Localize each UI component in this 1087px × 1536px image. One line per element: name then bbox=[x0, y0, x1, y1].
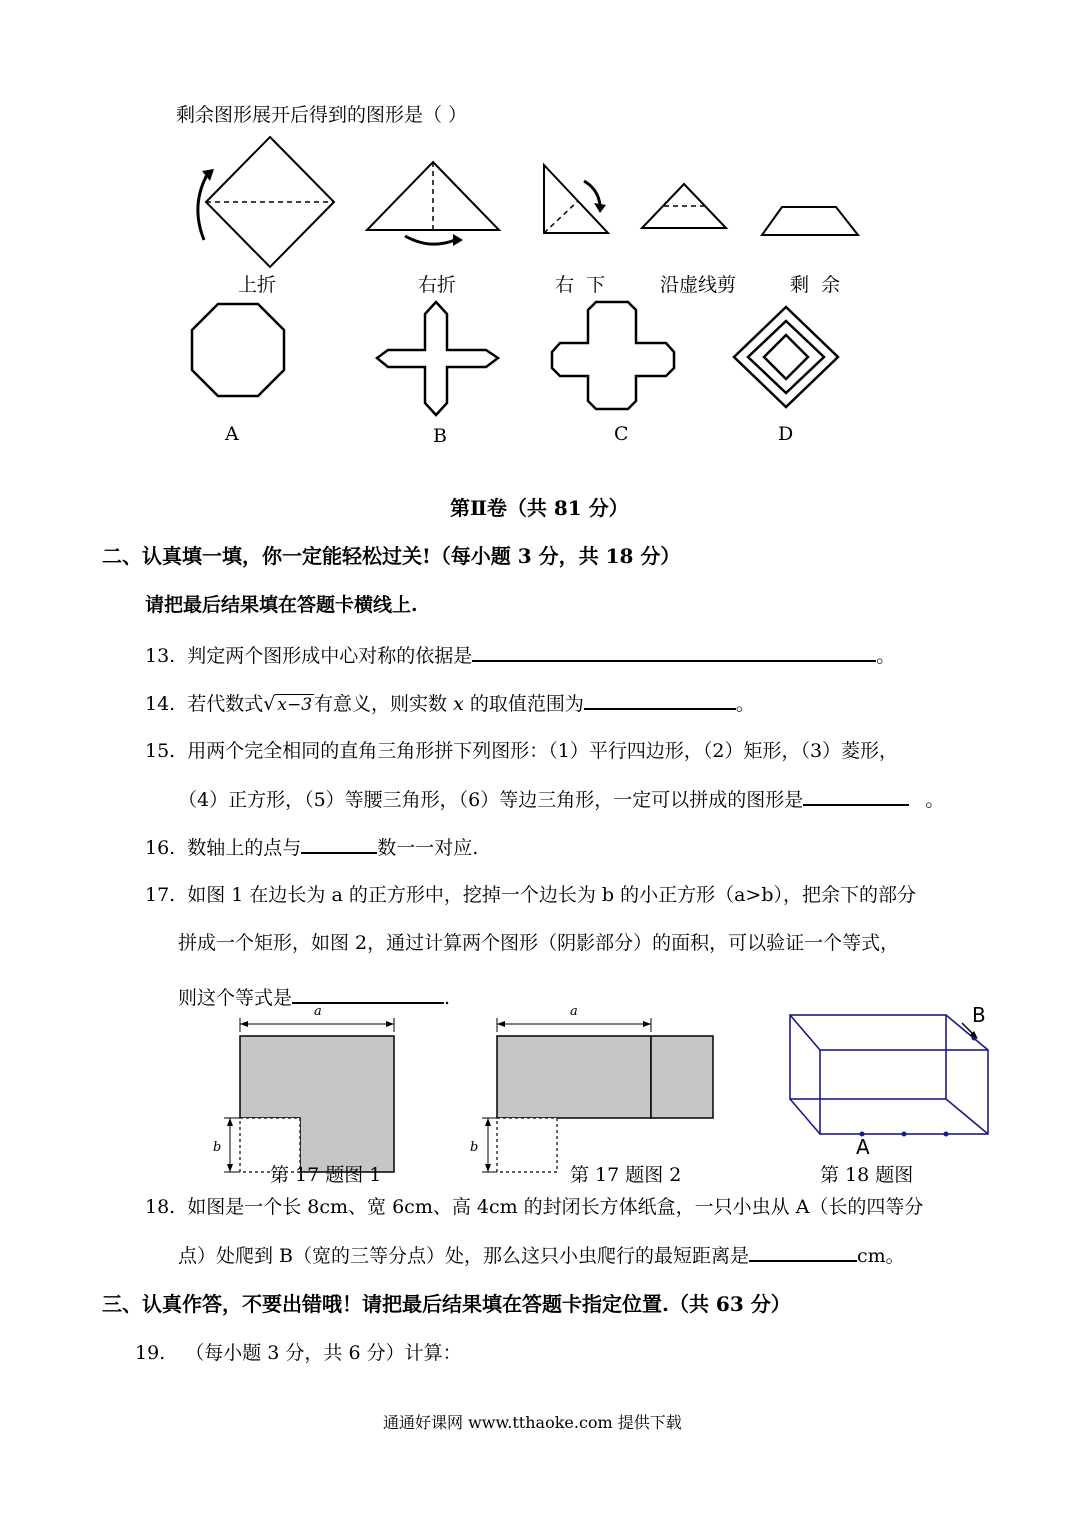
question-number: 17. bbox=[145, 884, 176, 906]
answer-blank[interactable] bbox=[301, 832, 377, 854]
fold-step-caption: 右 下 bbox=[555, 274, 606, 296]
option-b-shape bbox=[375, 300, 500, 418]
question-end: 。 bbox=[876, 645, 896, 667]
part2-instruction: 请把最后结果填在答题卡横线上. bbox=[145, 594, 418, 616]
answer-blank[interactable] bbox=[749, 1240, 857, 1262]
option-label-c: C bbox=[614, 423, 629, 445]
question-number: 19. bbox=[135, 1342, 166, 1364]
fold-step-4-figure bbox=[640, 182, 740, 232]
label-a: a bbox=[570, 1004, 578, 1019]
question-18-line2 bbox=[178, 1240, 905, 1268]
part3-heading: 三、认真作答，不要出错哦！请把最后结果填在答题卡指定位置.（共 63 分） bbox=[102, 1292, 791, 1316]
label-B: B bbox=[972, 1003, 986, 1027]
question-14 bbox=[145, 688, 755, 716]
variable: x bbox=[453, 693, 464, 715]
option-c-shape bbox=[550, 300, 678, 412]
question-number: 15. bbox=[145, 740, 176, 762]
fold-step-5-figure bbox=[760, 205, 865, 240]
question-text: 有意义，则实数 bbox=[314, 693, 448, 715]
question-end: 。 bbox=[735, 693, 755, 715]
figure-17-2 bbox=[468, 1010, 718, 1175]
fold-step-caption: 右折 bbox=[418, 274, 457, 296]
part2-heading: 二、认真填一填，你一定能轻松过关!（每小题 3 分，共 18 分） bbox=[102, 544, 681, 568]
fold-step-3-figure bbox=[540, 163, 620, 238]
question-18 bbox=[145, 1192, 923, 1219]
question-15 bbox=[145, 736, 898, 763]
question-end: 。 bbox=[925, 789, 945, 811]
option-label-d: D bbox=[778, 423, 794, 445]
label-A: A bbox=[856, 1135, 870, 1159]
figure-caption: 第 17 题图 1 bbox=[270, 1164, 382, 1186]
question-text: 如图是一个长 8cm、宽 6cm、高 4cm 的封闭长方体纸盒，一只小虫从 A（长的四等分 bbox=[187, 1196, 924, 1218]
question-16 bbox=[145, 832, 478, 860]
question-text: 如图 1 在边长为 a 的正方形中，挖掉一个边长为 b 的小正方形（a>b），把余下的部分 bbox=[187, 884, 916, 906]
question-text: 判定两个图形成中心对称的依据是 bbox=[187, 645, 473, 667]
question-text: 数一一对应. bbox=[377, 837, 479, 859]
answer-blank[interactable] bbox=[292, 982, 444, 1004]
question-text: （每小题 3 分，共 6 分）计算： bbox=[185, 1342, 462, 1364]
option-label-b: B bbox=[433, 425, 447, 447]
radicand: x−3 bbox=[277, 695, 313, 715]
section-title: 第Ⅱ卷（共 81 分） bbox=[450, 496, 629, 520]
question-number: 16. bbox=[145, 837, 176, 859]
option-a-shape bbox=[190, 302, 290, 402]
fold-step-2-figure bbox=[365, 160, 505, 255]
fold-step-caption: 剩 余 bbox=[790, 274, 841, 296]
fold-step-caption: 沿虚线剪 bbox=[660, 274, 737, 296]
question-17-line2: 拼成一个矩形，如图 2，通过计算两个图形（阴影部分）的面积，可以验证一个等式， bbox=[178, 932, 900, 954]
question-end: cm。 bbox=[857, 1245, 905, 1267]
page-footer: 通通好课网 www.tthaoke.com 提供下载 bbox=[383, 1413, 682, 1432]
figure-caption: 第 17 题图 2 bbox=[570, 1164, 682, 1186]
fold-step-caption: 上折 bbox=[238, 274, 277, 296]
question-text: 若代数式 bbox=[187, 693, 264, 715]
figure-caption: 第 18 题图 bbox=[820, 1164, 914, 1186]
label-a: a bbox=[314, 1004, 322, 1019]
question-number: 14. bbox=[145, 693, 176, 715]
figure-17-1 bbox=[210, 1010, 410, 1175]
answer-blank[interactable] bbox=[803, 784, 909, 806]
question-19 bbox=[135, 1338, 462, 1365]
question-number: 13. bbox=[145, 645, 176, 667]
fold-step-1-figure bbox=[190, 135, 350, 270]
question-13 bbox=[145, 640, 895, 668]
option-label-a: A bbox=[225, 423, 239, 445]
question-text: 则这个等式是 bbox=[178, 987, 293, 1009]
label-b: b bbox=[470, 1140, 479, 1155]
question-number: 18. bbox=[145, 1196, 176, 1218]
sqrt-expression: √ x−3 bbox=[263, 693, 313, 715]
question-12-tail: 剩余图形展开后得到的图形是（ ） bbox=[176, 104, 468, 126]
question-17 bbox=[145, 880, 916, 907]
question-text: 点）处爬到 B（宽的三等分点）处，那么这只小虫爬行的最短距离是 bbox=[178, 1245, 750, 1267]
question-end: . bbox=[444, 987, 451, 1009]
answer-blank[interactable] bbox=[584, 688, 736, 710]
question-text: 的取值范围为 bbox=[469, 693, 584, 715]
question-15-line2 bbox=[178, 784, 944, 812]
option-d-shape bbox=[732, 305, 842, 410]
question-text: 用两个完全相同的直角三角形拼下列图形：（1）平行四边形，（2）矩形，（3）菱形， bbox=[187, 740, 899, 762]
label-b: b bbox=[213, 1140, 222, 1155]
question-text: 数轴上的点与 bbox=[187, 837, 302, 859]
question-text: （4）正方形，（5）等腰三角形，（6）等边三角形，一定可以拼成的图形是 bbox=[178, 789, 804, 811]
figure-18-cuboid bbox=[780, 1005, 1000, 1155]
answer-blank[interactable] bbox=[472, 640, 876, 662]
